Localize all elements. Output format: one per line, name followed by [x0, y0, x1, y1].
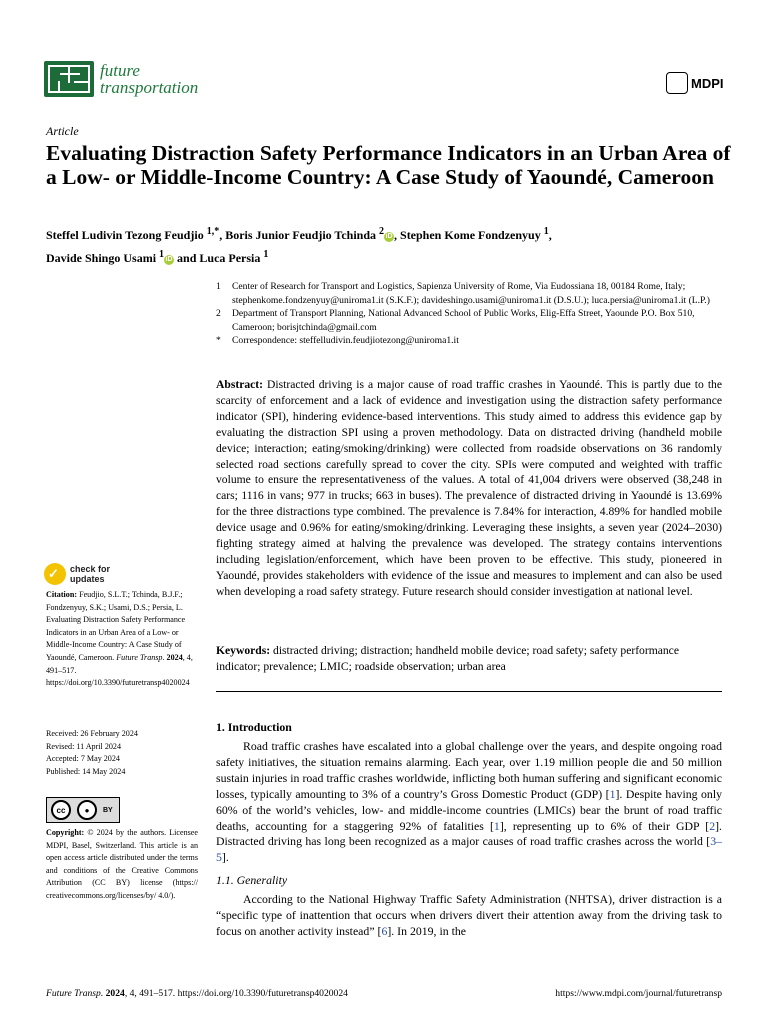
citation-box	[46, 589, 198, 690]
check-updates-icon: ✓	[44, 563, 66, 585]
author-name[interactable]: Stephen Kome Fondzenyuy	[400, 228, 541, 242]
abstract-label: Abstract:	[216, 378, 264, 391]
orcid-icon[interactable]: iD	[385, 233, 393, 240]
author-name[interactable]: Luca Persia	[199, 251, 261, 265]
publisher-name: MDPI	[691, 75, 724, 91]
reference-link[interactable]: 6	[381, 923, 388, 938]
author-affiliation-sup: 2	[379, 226, 385, 237]
affiliation-mark: 1	[216, 281, 221, 292]
abstract-text: Distracted driving is a major cause of road traffic crashes in Yaoundé. This is partly due to the scarcity of enforcement and a lack of evidence and investigation using the distraction safety performance indicator (SPI), hindering evidence-based interventions. This study aimed to address this evidence gap by evaluating the distraction SPI using a proven methodology. Data on distracted driving (handheld mobile device; interaction; eating/smoking/drinking) were collected from roadside observations on 36 randomly selected road sections carefully spread to cover the city. SPIs were computed and weighted with traffic volume to ensure the representativeness of the values. A total of 41,004 drivers were observed (38,248 in cars; 1116 in vans; 977 in trucks; 663 in buses). The prevalence of distracted driving in Yaoundé is 13.69% for the three distractions type combined. The prevalence is 7.84% for interaction, 4.89% for handled mobile device usage and 0.96% for eating/smoking/drinking. Leveraging these insights, a seven year (2024–2030) fighting strategy aimed at halving the prevalence was developed. The strategy contains interventions including legislation/enforcement, which have been proven to be effective. This study, pioneered in Yaoundé, provides stakeholders with evidence of the issue and measures to implement and can also be used when developing a road safety strategy. Future research should consider investigation at national level.	[216, 378, 722, 598]
date-revised: Revised: 11 April 2024	[46, 741, 122, 751]
journal-logo-icon	[44, 61, 94, 97]
footer-journal-url[interactable]: https://www.mdpi.com/journal/futuretransp	[555, 988, 722, 999]
reference-link[interactable]: 3–5	[216, 834, 722, 865]
footer-citation	[46, 988, 348, 999]
check-updates-line1: check for	[70, 564, 111, 574]
footer-journal: Future Transp.	[46, 988, 104, 999]
footer-year: 2024	[105, 988, 125, 999]
generality-paragraph	[216, 892, 722, 940]
section-heading-introduction: 1. Introduction	[216, 720, 292, 734]
author-affiliation-sup: 1	[543, 226, 549, 237]
by-label: BY	[103, 806, 113, 814]
copyright-box	[46, 827, 198, 903]
publication-dates	[46, 728, 198, 778]
copyright-label: Copyright:	[46, 828, 85, 837]
article-type: Article	[46, 124, 79, 138]
affiliation-mark: *	[216, 335, 221, 346]
affiliation-item	[216, 280, 726, 307]
affiliation-text: Correspondence: steffelludivin.feudjiotezong@uniroma1.it	[232, 335, 459, 346]
author-affiliation-sup: 1,*	[206, 226, 220, 237]
publisher-logo	[666, 72, 724, 94]
keywords	[216, 643, 722, 675]
author-name[interactable]: Boris Junior Feudjio Tchinda	[225, 228, 377, 242]
date-received: Received: 26 February 2024	[46, 729, 138, 738]
affiliation-item	[216, 307, 726, 334]
keywords-text: distracted driving; distraction; handheld mobile device; road safety; safety performance indicator; prevalence; LMIC; roadside observation; urban area	[216, 644, 679, 673]
affiliation-mark: 2	[216, 308, 221, 319]
mdpi-hexagon-icon	[666, 72, 688, 94]
abstract	[216, 377, 722, 600]
paragraph-text: ].	[221, 850, 229, 865]
citation-volume: , 4, 491–517.	[46, 652, 193, 675]
article-title: Evaluating Distraction Safety Performance Indicators in an Urban Area of a Low- or Middle-Income Country: A Case Study of Yaoundé, Cameroon	[46, 141, 731, 189]
citation-journal: Future Transp.	[116, 652, 165, 662]
cc-by-license-badge[interactable]	[46, 797, 120, 823]
footer-doi[interactable]: , 4, 491–517. https://doi.org/10.3390/futuretransp4020024	[124, 988, 348, 999]
author-name[interactable]: Steffel Ludivin Tezong Feudjio	[46, 228, 204, 242]
citation-doi-link[interactable]: https://doi.org/10.3390/futuretransp4020024	[46, 678, 190, 688]
separator: ,	[394, 228, 401, 242]
paragraph-text: ]. Distracted driving has long been recognized as a major causes of road traffic crashes across the world [	[216, 818, 722, 849]
citation-year: 2024	[166, 652, 183, 662]
orcid-icon[interactable]: iD	[165, 256, 173, 263]
journal-name-line2: transportation	[100, 78, 199, 97]
paragraph-text: According to the National Highway Traffic Safety Administration (NHTSA), driver distraction is a “specific type of inattention that occurs when drivers divert their attention away from the driving task to focus on another activity instead” [	[216, 892, 722, 938]
reference-link[interactable]: 1	[609, 786, 616, 801]
separator: ,	[219, 228, 226, 242]
journal-name-line1: future	[100, 61, 140, 80]
attribution-person-icon: ●	[77, 800, 97, 820]
paragraph-text: Road traffic crashes have escalated into a global challenge over the years, and despite ongoing road safety initiatives, the situation remains alarming. Each year, over 1.19 million people die and 50 million sustain injuries in road traffic crashes worldwide, inflicting both human suffering and significant economic losses, typically amounting to 3% of a country’s Gross Domestic Product (GDP) [	[216, 739, 722, 801]
reference-link[interactable]: 1	[493, 818, 500, 833]
reference-link[interactable]: 2	[709, 818, 716, 833]
date-accepted: Accepted: 7 May 2024	[46, 754, 120, 764]
separator: and	[174, 251, 200, 265]
journal-name	[100, 62, 198, 96]
divider	[216, 691, 722, 692]
affiliations	[216, 280, 726, 348]
citation-label: Citation:	[46, 590, 78, 599]
date-published: Published: 14 May 2024	[46, 766, 126, 776]
separator: ,	[548, 228, 552, 242]
affiliation-text: Center of Research for Transport and Logistics, Sapienza University of Rome, Via Eudossiana 18, 00184 Rome, Italy; stephenkome.fondzenyuy@uniroma1.it (S.K.F.); davideshingo.usami@uniroma1.it (D.S.U.); luca.persia@uniroma1.it (L.P.)	[232, 281, 710, 306]
paragraph-text: ], representing up to 6% of their GDP [	[499, 818, 710, 833]
paragraph-text: ]. In 2019, in the	[387, 923, 466, 938]
check-for-updates-badge[interactable]	[44, 563, 110, 585]
author-affiliation-sup: 1	[263, 249, 269, 260]
paragraph-text: ]. Despite having only 60% of the world’s vehicles, low- and middle-income countries (LMICs) bear the brunt of road traffic deaths, accounting for a staggering 92% of fatalities [	[216, 786, 723, 833]
check-updates-line2: updates	[70, 574, 105, 584]
subsection-heading-generality: 1.1. Generality	[216, 873, 288, 887]
citation-text: Feudjio, S.L.T.; Tchinda, B.J.F.; Fondzenyuy, S.K.; Usami, D.S.; Persia, L. Evaluating Distraction Safety Performance Indicators in an Urban Area of a Low- or Middle-Income Country: A Case Study of Yaoundé, Cameroon.	[46, 590, 186, 662]
check-updates-text	[70, 564, 110, 584]
keywords-label: Keywords:	[216, 644, 271, 657]
author-name[interactable]: Davide Shingo Usami	[46, 251, 157, 265]
introduction-paragraph	[216, 739, 722, 866]
author-affiliation-sup: 1	[159, 249, 165, 260]
author-list	[46, 222, 736, 268]
affiliation-text: Department of Transport Planning, National Advanced School of Public Works, Elig-Effa Street, Yaounde P.O. Box 510, Cameroon; borisjtchinda@gmail.com	[232, 308, 695, 333]
affiliation-item	[216, 334, 726, 348]
creative-commons-icon: cc	[51, 800, 71, 820]
copyright-text: © 2024 by the authors. Licensee MDPI, Basel, Switzerland. This article is an open access article distributed under the terms and conditions of the Creative Commons Attribution (CC BY) license (https:// creativecommons.org/licenses/by/ 4.0/).	[46, 828, 198, 900]
